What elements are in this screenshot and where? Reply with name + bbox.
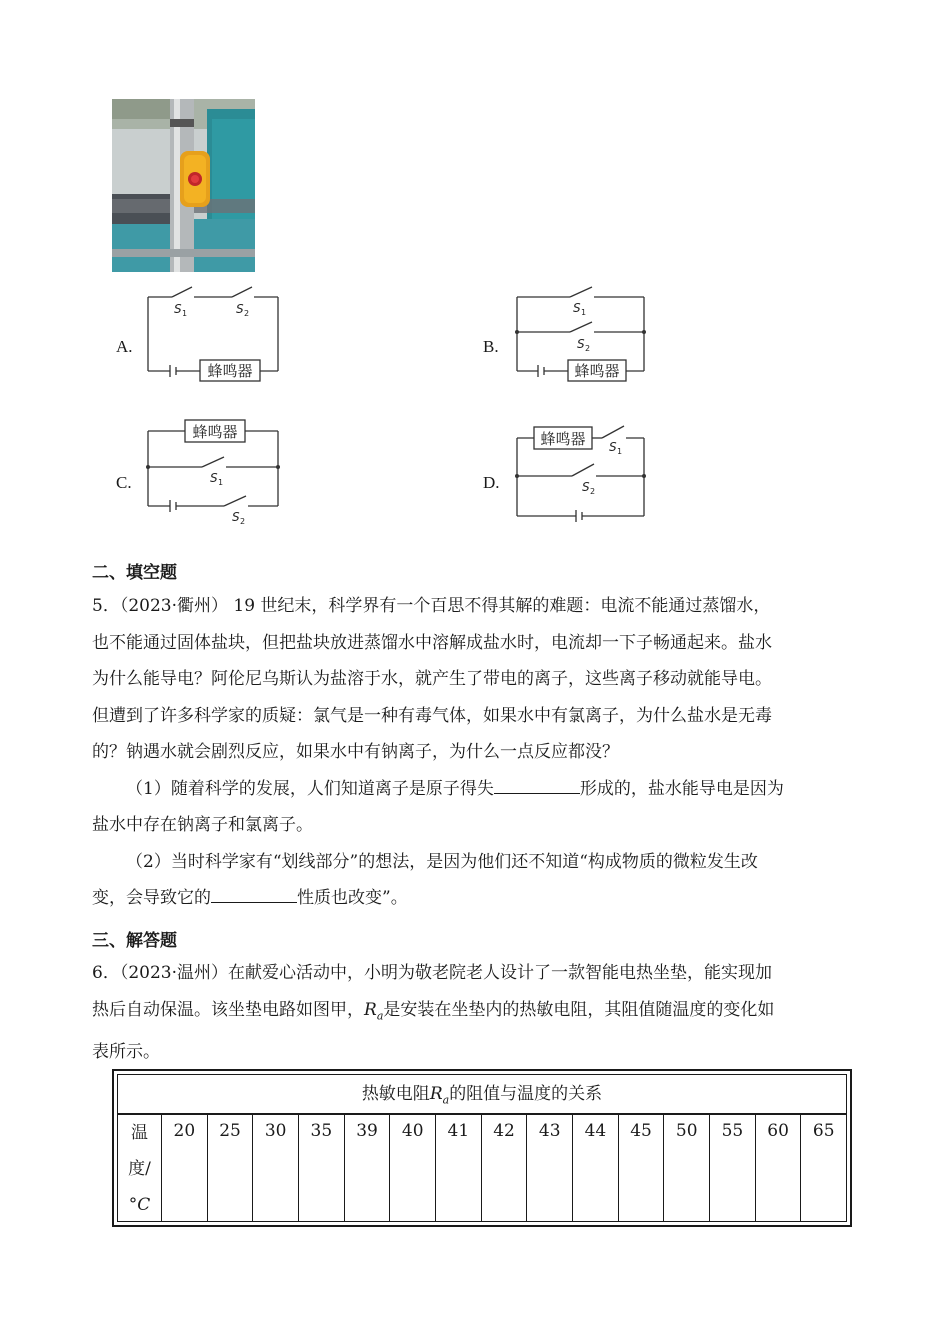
question-5 (92, 588, 862, 917)
circuit-c (140, 418, 285, 532)
svg-text:1: 1 (581, 308, 587, 317)
q5-line: 但遭到了许多科学家的质疑：氯气是一种有毒气体，如果水中有氯离子，为什么盐水是无毒 (92, 705, 772, 726)
q6-line: 表所示。 (92, 1042, 160, 1063)
svg-text:S: S (609, 440, 617, 454)
buzzer-label: 蜂鸣器 (207, 362, 253, 380)
section-3-title: 三、解答题 (92, 931, 177, 951)
q5-line: 的？钠遇水就会剧烈反应，如果水中有钠离子，为什么一点反应都没？ (92, 742, 619, 762)
option-d-label: D. (483, 473, 500, 492)
temperature-cell: 35 (299, 1115, 345, 1221)
bus-button-photo (112, 99, 255, 272)
svg-text:1: 1 (617, 447, 623, 456)
temperature-cell: 55 (710, 1115, 756, 1221)
q5-line: 也不能通过固体盐块，但把盐块放进蒸馏水中溶解成盐水时，电流却一下子畅通起来。盐水 (92, 632, 772, 653)
q5-line: 为什么能导电？阿伦尼乌斯认为盐溶于水，就产生了带电的离子，这些离子移动就能导电。 (92, 669, 772, 689)
svg-text:S: S (573, 301, 581, 315)
q6-line: 热后自动保温。该坐垫电路如图甲，$R_a$是安装在坐垫内的热敏电阻，其阻值随温度的变化如 (92, 999, 775, 1022)
svg-text:蜂鸣器: 蜂鸣器 (574, 362, 620, 380)
resistance-temperature-table (112, 1069, 852, 1227)
svg-text:S: S (236, 302, 244, 316)
temperature-cell: 39 (345, 1115, 391, 1221)
temperature-cell: 25 (208, 1115, 254, 1221)
answer-blank-1[interactable] (494, 775, 580, 794)
temperature-cell: 43 (527, 1115, 573, 1221)
temperature-cell: 60 (756, 1115, 802, 1221)
question-6 (92, 955, 862, 1071)
temperature-cell: 30 (253, 1115, 299, 1221)
q5-sub1-cont: 盐水中存在钠离子和氯离子。 (92, 815, 313, 835)
svg-text:2: 2 (585, 344, 591, 353)
circuit-a (140, 285, 285, 389)
svg-text:S: S (582, 480, 590, 494)
option-a-label: A. (116, 337, 133, 356)
option-b-label: B. (483, 337, 499, 356)
table-row (118, 1115, 846, 1221)
temperature-cell: 41 (436, 1115, 482, 1221)
svg-text:蜂鸣器: 蜂鸣器 (192, 423, 238, 441)
svg-text:2: 2 (590, 487, 596, 496)
svg-text:S: S (232, 510, 240, 524)
svg-text:S: S (577, 337, 585, 351)
q6-line: 6．（2023·温州）在献爱心活动中，小明为敬老院老人设计了一款智能电热坐垫，能实现加 (92, 963, 772, 983)
answer-blank-2[interactable] (211, 884, 297, 903)
option-c-label: C. (116, 473, 132, 492)
section-2-title: 二、填空题 (92, 563, 177, 583)
svg-text:1: 1 (218, 478, 224, 487)
svg-text:2: 2 (240, 517, 246, 526)
svg-text:S: S (174, 302, 182, 316)
temperature-cell: 45 (619, 1115, 665, 1221)
row-header: 温 度/ °C (118, 1115, 162, 1221)
svg-text:S: S (210, 471, 218, 485)
table-caption: 热敏电阻$R_a$的阻值与温度的关系 (118, 1075, 846, 1115)
temperature-cell: 44 (573, 1115, 619, 1221)
svg-text:1: 1 (182, 309, 188, 318)
temperature-cell: 50 (664, 1115, 710, 1221)
temperature-cell: 42 (482, 1115, 528, 1221)
temperature-cell: 65 (812, 1121, 835, 1141)
q5-sub2: （2）当时科学家有“划线部分”的想法，是因为他们还不知道“构成物质的微粒发生改 (126, 851, 758, 872)
temperature-cell: 20 (162, 1115, 208, 1221)
temperature-cell: 40 (390, 1115, 436, 1221)
circuit-b (510, 285, 655, 389)
circuit-d (510, 418, 655, 532)
q5-sub2-cont: 变，会导致它的 性质也改变”。 (92, 880, 862, 917)
q5-sub1: （1）随着科学的发展，人们知道离子是原子得失 形成的，盐水能导电是因为 (92, 771, 862, 808)
q5-line: 5．（2023·衢州） 19 世纪末，科学界有一个百思不得其解的难题：电流不能通过蒸馏水， (92, 596, 771, 616)
svg-text:蜂鸣器: 蜂鸣器 (540, 430, 586, 448)
svg-text:2: 2 (244, 309, 250, 318)
